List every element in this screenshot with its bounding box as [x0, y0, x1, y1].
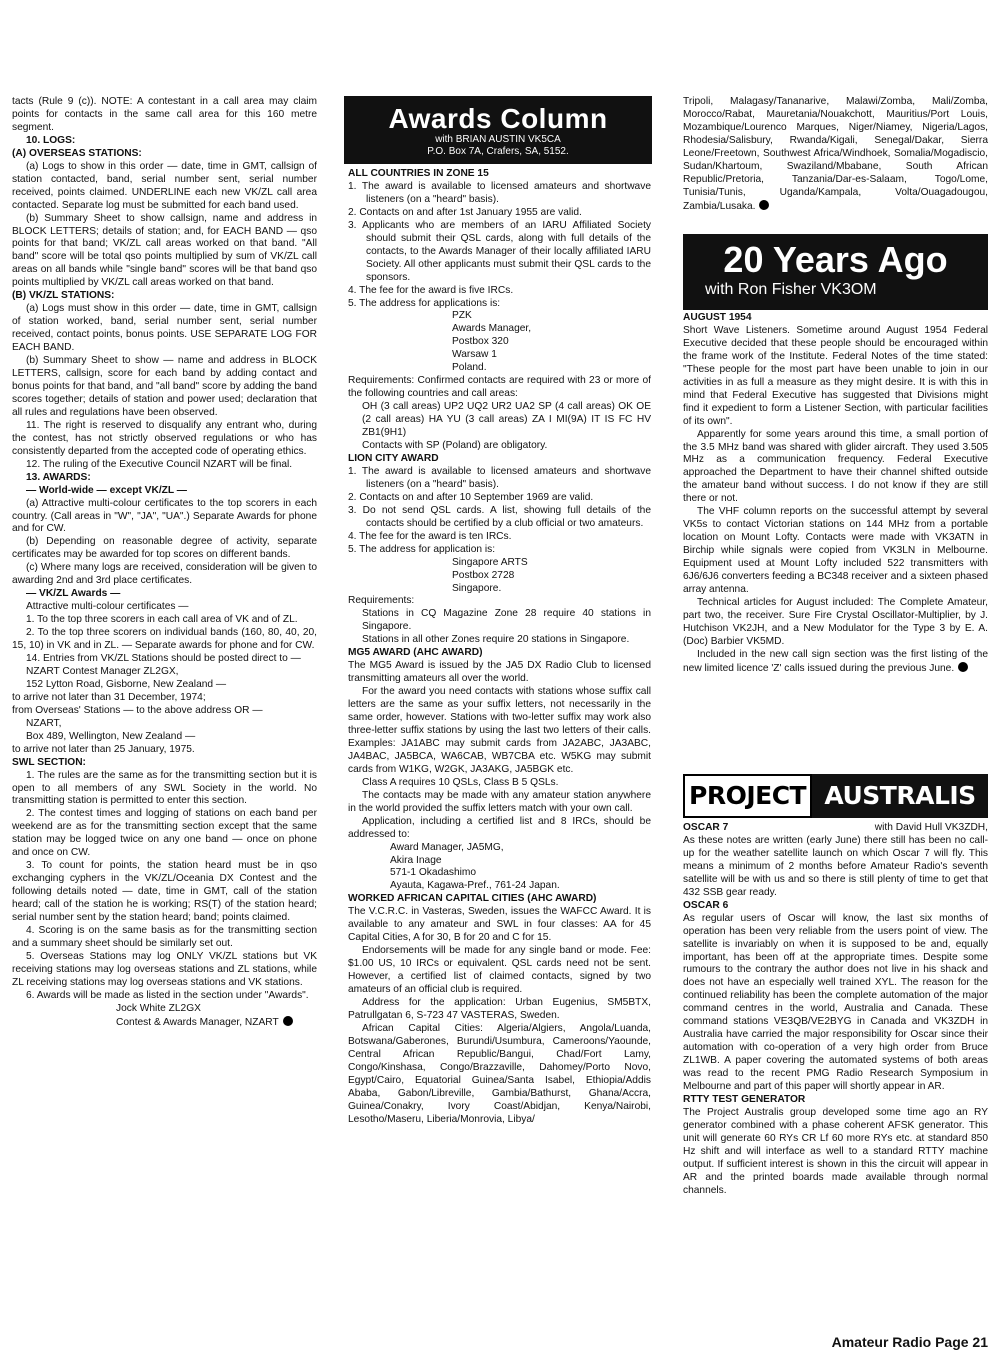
numbered-item: 1. The award is available to licensed amateurs and shortwave listeners (on a "heard" basis). — [348, 180, 651, 205]
address-line: 571-1 Okadashimo — [390, 867, 477, 879]
numbered-item: 5. The address for applications is: — [348, 297, 501, 309]
sub-heading: — World-wide — except VK/ZL — — [26, 484, 187, 496]
paragraph-text: Included in the new call sign section was the first listing of the new limited licence 'Z' calls issued during the previous June. — [683, 648, 988, 674]
address-line: NZART Contest Manager ZL2GX, — [26, 665, 179, 677]
banner-byline: with Ron Fisher VK3OM — [705, 281, 877, 298]
paragraph: For the award you need contacts with stations whose suffix call letters are the same as your suffix letters, not necessarily in the same order, however. Stations with two-letter suffix may work also three-letter suffix stations by using the last two letters of their calls. Examples: JA1ABC may submit cards from JA2ABC, JA3ABC, JA4BAC, JA5BCA, WA6CAB, WB7CBA etc. W5KG may submit cards from W1KG, W2GK, JA3AKG, JA5BGK etc. — [348, 686, 651, 775]
paragraph: (b) Summary Sheet to show callsign, name and address in BLOCK LETTERS; details of station; and, for EACH BAND — qso points for that band; VK/ZL call areas worked on that band. "All band" score will be total qso points multiplied by sum of VK/ZL call areas on all bands while "single band" scores will be that band qso points multiplied by VK/ZL call areas worked on that band. — [12, 212, 317, 289]
paragraph: The MG5 Award is issued by the JA5 DX Radio Club to licensed transmitting amateurs all over the world. — [348, 660, 651, 685]
section-heading: OSCAR 7 — [683, 822, 729, 833]
address-line: Warsaw 1 — [452, 349, 497, 361]
paragraph: The contacts may be made with any amateur station anywhere in the world provided the suffix letters match with your own call. — [348, 789, 651, 814]
section-heading: WORKED AFRICAN CAPITAL CITIES (AHC AWARD) — [348, 893, 597, 905]
numbered-item: 3. Do not send QSL cards. A list, showing full details of the contacts should be certified by a club official or two amateurs. — [348, 504, 651, 529]
section-heading: LION CITY AWARD — [348, 452, 439, 464]
column-project-australis — [683, 822, 988, 1198]
paragraph: As regular users of Oscar will know, the last six months of operation has been very reliable from the users point of view. The satellite is invariably on when it is supposed to be and, equally important, has been off at the appropriate times. Despite some rumours to the contrary the author does not live in his shack and does not have an especially well trained XYL. The reason for the continued reliability has been the complete automation of the major command centres in the world, Australia and Canada. These command stations VE3QB/VE2BYG in Canada and VK3ZDH in Australia have carried the major responsibility for Oscar since their automation with co-operation of a very high order from Bruce ZL1WB. A paper covering the automated systems of both areas was read to the recent PMG Radio Research Symposium in Melbourne and part of this paper will shortly appear in AR. — [683, 912, 988, 1093]
paragraph: 2. The contest times and logging of stations on each band per weekend are as for the transmitting section except that the same station may be logged twice on any one band — once on phone and once on CW. — [12, 808, 317, 859]
paragraph: The V.C.R.C. in Vasteras, Sweden, issues the WAFCC Award. It is available to any amateur and SWL in four classes: AA for 45 Capital Cities, A for 30, B for 20 and C for 15. — [348, 906, 651, 944]
paragraph: African Capital Cities: Algeria/Algiers, Angola/Luanda, Botswana/Gaberones, Burundi/Usumbura, Cameroons/Yaounde, Central African Republic/Bangui, Chad/Fort Lamy, Congo/Kinshasa, Congo/Brazzaville, Dahomey/Porto Novo, Egypt/Cairo, Equatorial Guinea/Santa Isabel, Ethiopia/Addis Ababa, Gabon/Libreville, Gambia/Bathurst, Ghana/Accra, Guinea/Conakry, Ivory Coast/Abidjan, Kenya/Nairobi, Lesotho/Maseru, Liberia/Monrovia, Libya/ — [348, 1022, 651, 1125]
address-line: PZK — [452, 310, 472, 322]
column-contest-rules — [12, 96, 317, 1030]
address-line: Postbox 2728 — [452, 569, 515, 581]
address-line: Singapore ARTS — [452, 556, 528, 568]
page-footer: Amateur Radio Page 21 — [831, 1334, 988, 1350]
paragraph: 2. To the top three scorers on individual bands (160, 80, 40, 20, 15, 10) in VK and in ZL. — Separate awards for phone and for CW. — [12, 627, 317, 652]
paragraph: 6. Awards will be made as listed in the section under "Awards". — [26, 989, 309, 1001]
address-line: Award Manager, JA5MG, — [390, 841, 504, 853]
section-heading: (A) OVERSEAS STATIONS: — [12, 147, 142, 159]
paragraph: Technical articles for August included: The Complete Amateur, part two, the receiver. Sure Fire Crystal Oscillator-Multiplier, by J. Hutchison VK2JH, and a New Modulator for the Type 3 by E. A. (Doc) Barbier VK5MD. — [683, 596, 988, 647]
section-heading: 13. AWARDS: — [26, 471, 91, 483]
twenty-years-ago-banner — [683, 234, 988, 310]
section-heading: 10. LOGS: — [26, 134, 76, 146]
paragraph: 14. Entries from VK/ZL Stations should be posted direct to — — [26, 652, 301, 664]
column-awards — [348, 168, 651, 1127]
paragraph: 3. To count for points, the station heard must be in qso exchanging cyphers in the VK/ZL/Oceania DX Contest and the following details noted — date, time in GMT, call of the station heard; call of the station he is working; RS(T) of the station heard; serial number sent by the station heard; band; points claimed. — [12, 860, 317, 924]
address-line: 152 Lytton Road, Gisborne, New Zealand — — [26, 678, 227, 690]
paragraph: (a) Attractive multi-colour certificates to the top scorers in each country. (Call areas in "W", "JA", "UA".) Separate Awards for phone and for CW. — [12, 497, 317, 535]
paragraph-text: Tripoli, Malagasy/Tananarive, Malawi/Zomba, Mali/Zomba, Morocco/Rabat, Mauretania/Nouakchott, Mauritius/Port Louis, Mozambique/Lourenco Marques, Niger/Niamey, Nigeria/Lagos, Rhodesia/Salisbury, Rwanda/Kigali, Senegal/Dakar, Sierra Leone/Freetown, Southwest Africa/Windhoek, Somalia/Mogadiscio, Sudan/Khartoum, Swaziland/Mbabane, South African Republic/Pretoria, Tanzania/Dar-es-Salaam, Togo/Lome, Tunisia/Tunis, Uganda/Kampala, Volta/Ouagadougou, Zambia/Lusaka. — [683, 96, 988, 212]
paragraph: Stations in all other Zones require 20 stations in Singapore. — [362, 634, 630, 646]
paragraph: Class A requires 10 QSLs, Class B 5 QSLs. — [362, 776, 559, 788]
paragraph: 11. The right is reserved to disqualify any entrant who, during the contest, has not strictly observed regulations or who has consistently departed from the accepted code of operating ethics. — [12, 419, 317, 457]
project-australis-banner — [683, 774, 988, 818]
paragraph: The VHF column reports on the successful attempt by several VK5s to contact Victorian stations on 144 MHz from a portable location on Mount Lofty. Contacts were made with VK3ATN in Birchip while signals were copied from VK3LN in Melbourne. Equipment used at Mount Lofty included 522 transmitters with 6J6/6J6 converters feeding a BC348 receiver and a sixteen phased array antenna. — [683, 506, 988, 596]
paragraph: Endorsements will be made for any single band or mode. Fee: $1.00 US, 10 IRCs or equivalent. QSL cards need not be sent. However, a certified list of claimed contacts, signed by two amateurs of an official club is required. — [348, 945, 651, 996]
end-bullet-icon — [958, 662, 968, 672]
paragraph: 5. Overseas Stations may log ONLY VK/ZL stations but VK receiving stations may log overseas stations and ZL stations, while ZL receiving stations may log overseas stations and VK stations. — [12, 950, 317, 988]
paragraph: (c) Where many logs are received, consideration will be given to awarding 2nd and 3rd place certificates. — [12, 562, 317, 587]
address-line: NZART, — [26, 717, 62, 729]
banner-title-part1: PROJECT — [683, 774, 812, 818]
paragraph — [683, 649, 988, 676]
signature-title — [12, 1016, 317, 1030]
paragraph: 12. The ruling of the Executive Council NZART will be final. — [26, 458, 293, 470]
heading-row — [683, 822, 988, 835]
paragraph — [683, 96, 988, 214]
paragraph: 1. To the top three scorers in each call area of VK and of ZL. — [26, 614, 298, 626]
signature-name: Jock White ZL2GX — [116, 1002, 201, 1014]
banner-title: Awards Column — [388, 103, 608, 134]
paragraph: Address for the application: Urban Eugenius, SM5BTX, Patrullgatan 6, S-723 47 VASTERAS, Sweden. — [348, 997, 651, 1021]
banner-title-part2: AUSTRALIS — [812, 774, 988, 818]
paragraph: (b) Depending on reasonable degree of activity, separate certificates may be awarded for top scores on different bands. — [12, 536, 317, 561]
paragraph: Attractive multi-colour certificates — — [26, 601, 189, 613]
address-line: Akira Inage — [390, 854, 442, 866]
numbered-item: 4. The fee for the award is ten IRCs. — [348, 530, 512, 542]
numbered-item: 2. Contacts on and after 10 September 1969 are valid. — [348, 491, 594, 503]
address-line: Poland. — [452, 362, 487, 374]
numbered-item: 4. The fee for the award is five IRCs. — [348, 284, 514, 296]
section-heading: SWL SECTION: — [12, 756, 86, 768]
end-bullet-icon — [283, 1016, 293, 1026]
paragraph: (b) Summary Sheet to show — name and address in BLOCK LETTERS, callsign, score for each band by adding contact and bonus points for that band, and "all band" score by adding the band scores together; details of station and power used; declaration that all rules and regulations have been observed. — [12, 355, 317, 418]
paragraph: to arrive not later than 31 December, 1974; — [12, 691, 206, 703]
numbered-item: 5. The address for application is: — [348, 543, 496, 555]
column-right — [683, 96, 988, 214]
address-line: Awards Manager, — [452, 323, 532, 335]
paragraph: As these notes are written (early June) there still has been no call-up for the weather satellite launch on which Oscar 7 will fly. This means a minimum of 2 months before Amateur Radio's seventh satellite will be with us and so there is still plenty of time to get that 432 SSB gear ready. — [683, 834, 988, 898]
paragraph: tacts (Rule 9 (c)). NOTE: A contestant in a call area may claim points for contacts in the same call area for this 160 metre segment. — [12, 96, 317, 133]
paragraph: Apparently for some years around this time, a small portion of the 3.5 MHz band was shared with glider aircraft. They used 3.505 MHz as a communication frequency. Federal Executive approached the Department to have their channel shifted outside the amateur band without success. I do not know if they are still there or not. — [683, 428, 988, 505]
column-twenty-years-ago — [683, 312, 988, 676]
paragraph: 1. The rules are the same as for the transmitting section but it is open to all members of any SWL Society in the world. No transmitting station is permitted to enter this section. — [12, 769, 317, 807]
numbered-item: 1. The award is available to licensed amateurs and shortwave listeners (on a "heard" basis). — [348, 465, 651, 490]
paragraph: Contacts with SP (Poland) are obligatory. — [362, 440, 548, 452]
banner-byline: with BRIAN AUSTIN VK5CA — [435, 134, 561, 145]
paragraph: to arrive not later than 25 January, 1975. — [12, 743, 195, 755]
paragraph: from Overseas' Stations — to the above address OR — — [12, 704, 263, 716]
byline: with David Hull VK3ZDH, — [874, 822, 988, 833]
paragraph: Short Wave Listeners. Sometime around August 1954 Federal Executive decided that these people should be encouraged within the frame work of the Institute. Federal Notes of the time stated: "These people for the most part have been unable to join in our activities in as full a measure as they might desire. It is with this in mind that Federal Executive has suggested that Divisions might find it expedient to form a Listener Section, with particular facilities of its own". — [683, 324, 988, 427]
paragraph: (a) Logs to show in this order — date, time in GMT, callsign of station contacted, band, serial number sent, serial number received, points claimed. UNDERLINE each new VK/ZL call area contacted. Separate log must be submitted for each band used. — [12, 160, 317, 211]
banner-title: 20 Years Ago — [723, 239, 948, 280]
banner-address: P.O. Box 7A, Crafers, SA, 5152. — [427, 146, 569, 157]
address-line: Ayauta, Kagawa-Pref., 761-24 Japan. — [390, 880, 560, 892]
numbered-item: 2. Contacts on and after 1st January 1955 are valid. — [348, 206, 582, 218]
numbered-item: 3. Applicants who are members of an IARU Affiliated Society should submit their QSL cards, along with full details of the contacts, to the Awards Manager of their locally affiliated IARU Society. All other applicants must submit their QSL cards to the sponsors. — [348, 219, 651, 283]
address-line: Singapore. — [452, 582, 502, 594]
section-heading: (B) VK/ZL STATIONS: — [12, 290, 115, 302]
paragraph: Requirements: Confirmed contacts are required with 23 or more of the following countries and call areas: — [348, 375, 651, 400]
section-heading: AUGUST 1954 — [683, 312, 752, 323]
section-heading: OSCAR 6 — [683, 899, 729, 911]
sub-heading: — VK/ZL Awards — — [26, 588, 121, 600]
paragraph: The Project Australis group developed some time ago an RY generator combined with a phase coherent AFSK generator. This unit will generate 60 RYs CR Lf 60 more RYs etc. at standard 850 Hz shift and will interface as well to a standard RTTY machine output. If sufficient interest is shown in this the circuit will appear in AR and the printed boards made available through normal channels. — [683, 1106, 988, 1196]
paragraph: Application, including a certified list and 8 IRCs, should be addressed to: — [348, 815, 651, 840]
section-heading: RTTY TEST GENERATOR — [683, 1094, 806, 1106]
end-bullet-icon — [759, 200, 769, 210]
paragraph: Stations in CQ Magazine Zone 28 require 40 stations in Singapore. — [362, 608, 651, 633]
address-line: Postbox 320 — [452, 336, 509, 348]
section-heading: MG5 AWARD (AHC AWARD) — [348, 647, 483, 659]
paragraph: (a) Logs must show in this order — date, time in GMT, callsign of station worked, band, serial number sent, serial number received, contact points, bonus points. USE SEPARATE LOG FOR EACH BAND. — [12, 303, 317, 354]
awards-column-banner — [344, 96, 652, 164]
paragraph: OH (3 call areas) UP2 UQ2 UR2 UA2 SP (4 call areas) OK OE (2 call areas) HA YU (3 call areas) ZA I MI(9A) IT IS FC HV ZB1(9H1) — [362, 401, 651, 439]
section-heading: ALL COUNTRIES IN ZONE 15 — [348, 168, 489, 179]
address-line: Box 489, Wellington, New Zealand — — [26, 730, 196, 742]
signature-title-text: Contest & Awards Manager, NZART — [116, 1016, 279, 1028]
paragraph: 4. Scoring is on the same basis as for the transmitting section and a summary sheet should be similarly set out. — [12, 925, 317, 949]
paragraph: Requirements: — [348, 595, 415, 607]
